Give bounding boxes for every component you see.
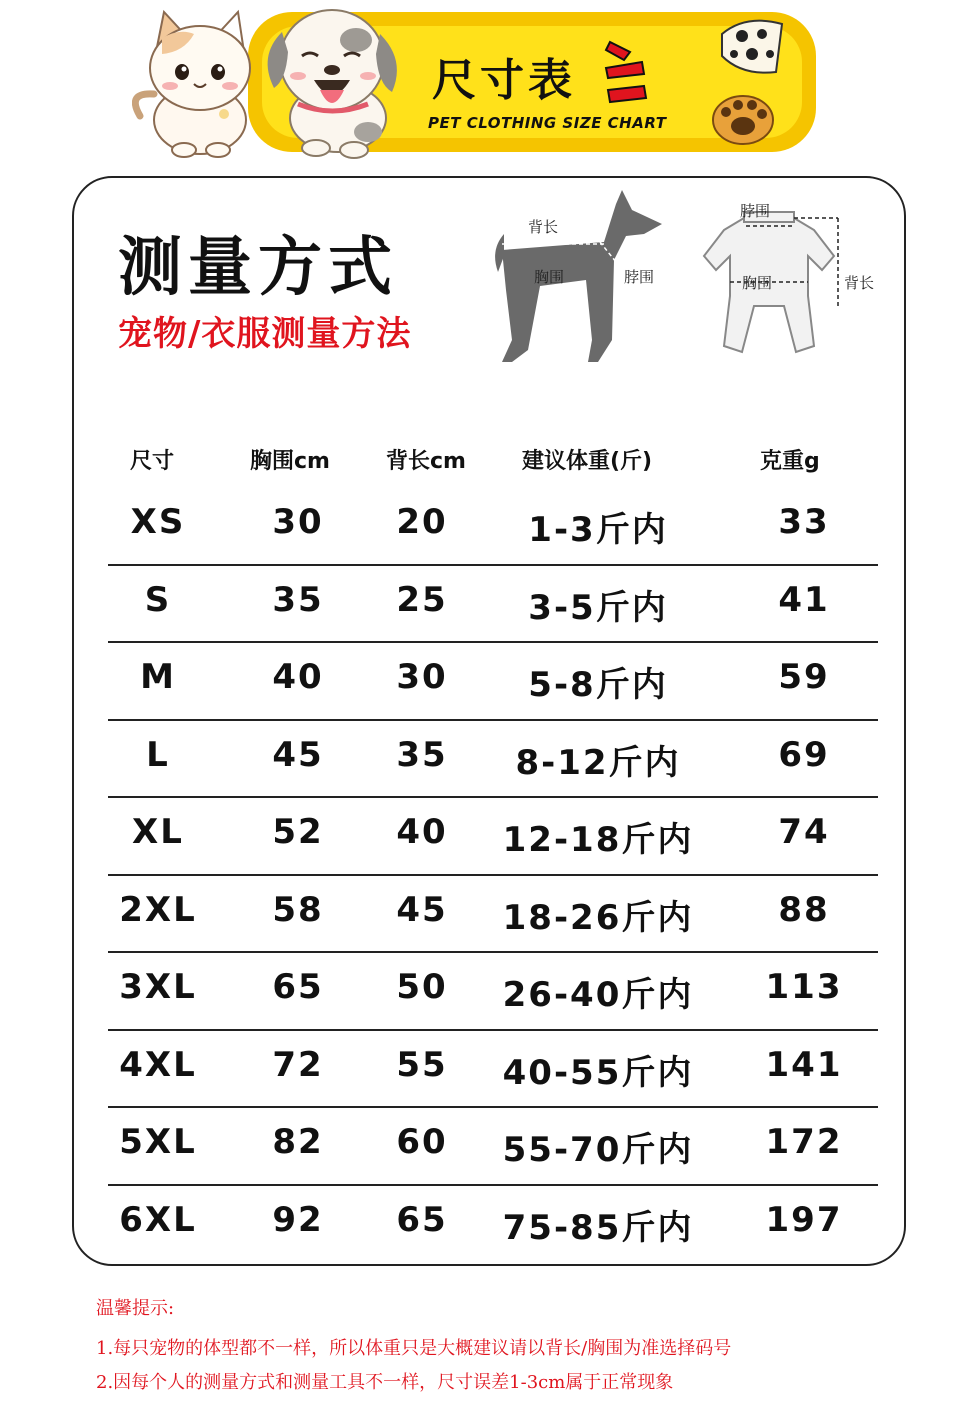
measure-title: 测量方式	[118, 231, 398, 305]
cell-size: 4XL	[119, 1044, 197, 1085]
cell-chest: 40	[272, 657, 324, 697]
cell-gram: 197	[765, 1199, 843, 1240]
cell-weight: 26-40斤内	[502, 975, 694, 1015]
cell-back: 20	[396, 502, 448, 542]
cell-gram: 59	[778, 657, 830, 697]
cell-size: 5XL	[119, 1122, 197, 1162]
cell-size: XS	[130, 502, 186, 542]
cell-size: L	[146, 734, 170, 775]
cell-back: 25	[396, 579, 448, 620]
cell-weight: 55-70斤内	[502, 1130, 694, 1170]
cell-chest: 45	[272, 734, 324, 775]
cell-weight: 75-85斤内	[502, 1207, 694, 1248]
cell-gram: 69	[778, 734, 830, 775]
cell-weight: 5-8斤内	[528, 665, 668, 705]
cell-chest: 82	[272, 1122, 324, 1162]
garment-neck-label: 脖围	[740, 202, 771, 220]
paw-icon	[710, 90, 776, 146]
cat-illustration	[132, 8, 262, 158]
table-row	[108, 1108, 878, 1186]
cell-weight: 40-55斤内	[502, 1052, 694, 1093]
cell-back: 60	[396, 1122, 448, 1162]
cell-chest: 72	[272, 1044, 324, 1085]
table-row	[108, 798, 878, 876]
cell-gram: 88	[778, 889, 830, 930]
table-row	[108, 876, 878, 954]
cell-size: S	[144, 579, 172, 620]
cell-chest: 65	[272, 967, 324, 1007]
table-row	[108, 1186, 878, 1264]
cell-back: 55	[396, 1044, 448, 1085]
table-row	[108, 566, 878, 644]
cell-gram: 74	[778, 812, 830, 852]
cell-back: 40	[396, 812, 448, 852]
table-row	[108, 953, 878, 1031]
cell-size: 3XL	[119, 967, 197, 1007]
table-row	[108, 488, 878, 566]
cell-back: 35	[396, 734, 448, 775]
leopard-paw-icon	[716, 14, 788, 78]
table-row	[108, 643, 878, 721]
cell-weight: 12-18斤内	[502, 820, 694, 860]
accent-marks-icon	[596, 40, 652, 108]
cell-chest: 35	[272, 579, 324, 620]
cell-back: 65	[396, 1199, 448, 1240]
garment-chest-label: 胸围	[742, 274, 773, 292]
header-back: 背长cm	[386, 449, 466, 474]
cell-weight: 18-26斤内	[502, 897, 694, 938]
cell-weight: 1-3斤内	[528, 510, 668, 550]
tip-line-1: 1.每只宠物的体型都不一样，所以体重只是大概建议请以背长/胸围为准选择码号	[96, 1338, 732, 1359]
dog-illustration	[258, 0, 408, 160]
banner-title: 尺寸表	[432, 55, 576, 106]
cell-weight: 3-5斤内	[528, 587, 668, 628]
dog-neck-label: 脖围	[624, 268, 655, 286]
dog-chest-label: 胸围	[534, 268, 565, 286]
table-row	[108, 721, 878, 799]
size-table	[108, 432, 878, 1248]
header-gram: 克重g	[760, 449, 820, 474]
cell-gram: 113	[765, 967, 843, 1007]
cell-gram: 33	[778, 502, 830, 542]
measure-subtitle: 宠物/衣服测量方法	[118, 314, 412, 354]
header-chest: 胸围cm	[250, 449, 330, 474]
cell-size: 6XL	[119, 1199, 197, 1240]
tips-heading: 温馨提示:	[96, 1298, 175, 1319]
cell-size: XL	[132, 812, 184, 852]
tip-line-2: 2.因每个人的测量方式和测量工具不一样，尺寸误差1-3cm属于正常现象	[96, 1372, 674, 1393]
cell-chest: 52	[272, 812, 324, 852]
garment-measurement-diagram	[684, 196, 864, 372]
cell-gram: 141	[765, 1044, 843, 1085]
cell-chest: 58	[272, 889, 324, 930]
table-row	[108, 1031, 878, 1109]
dog-back-label: 背长	[528, 218, 559, 236]
cell-gram: 41	[778, 579, 830, 620]
header-weight: 建议体重(斤)	[522, 449, 653, 474]
cell-chest: 30	[272, 502, 324, 542]
table-header	[108, 432, 878, 488]
header-size: 尺寸	[130, 449, 175, 474]
cell-chest: 92	[272, 1199, 324, 1240]
cell-back: 30	[396, 657, 448, 697]
cell-back: 45	[396, 889, 448, 930]
cell-weight: 8-12斤内	[515, 742, 681, 783]
cell-size: M	[140, 657, 176, 697]
cell-gram: 172	[765, 1122, 843, 1162]
cell-back: 50	[396, 967, 448, 1007]
table-body	[108, 488, 878, 1263]
garment-back-label: 背长	[844, 274, 875, 292]
banner-subtitle: PET CLOTHING SIZE CHART	[428, 114, 667, 132]
cell-size: 2XL	[119, 889, 197, 930]
